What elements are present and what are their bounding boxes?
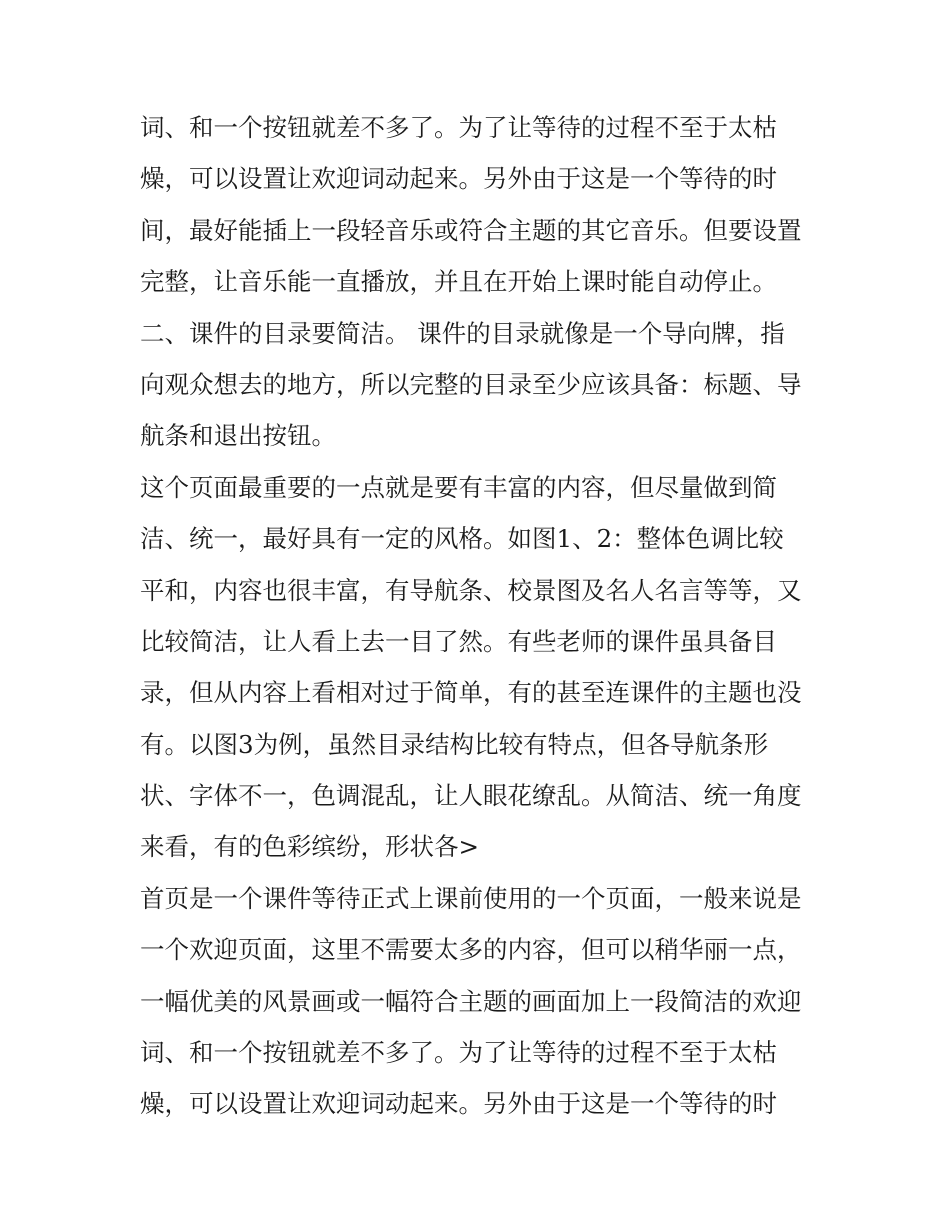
text-line: 完整，让音乐能一直播放，并且在开始上课时能自动停止。: [140, 267, 777, 297]
text-line: 比较简洁，让人看上去一目了然。有些老师的课件虽具备目: [140, 626, 777, 656]
text-line: 燥，可以设置让欢迎词动起来。另外由于这是一个等待的时: [140, 1089, 777, 1119]
text-line: 二、课件的目录要简洁。 课件的目录就像是一个导向牌，指: [140, 318, 785, 348]
document-body: [140, 102, 820, 1130]
text-line: 平和，内容也很丰富，有导航条、校景图及名人名言等等，又: [140, 575, 802, 605]
text-line: 燥，可以设置让欢迎词动起来。另外由于这是一个等待的时: [140, 164, 777, 194]
text-line: 洁、统一，最好具有一定的风格。如图1、2：整体色调比较: [140, 524, 784, 554]
text-line: 向观众想去的地方，所以完整的目录至少应该具备：标题、导: [140, 369, 802, 399]
text-line: 状、字体不一，色调混乱，让人眼花缭乱。从简洁、统一角度: [140, 781, 802, 811]
text-line: 来看，有的色彩缤纷，形状各>: [140, 832, 480, 862]
text-line: 一个欢迎页面，这里不需要太多的内容，但可以稍华丽一点，: [140, 935, 802, 965]
text-line: 有。以图3为例，虽然目录结构比较有特点，但各导航条形: [140, 729, 769, 759]
text-line: 首页是一个课件等待正式上课前使用的一个页面，一般来说是: [140, 883, 802, 913]
text-line: 这个页面最重要的一点就是要有丰富的内容，但尽量做到简: [140, 472, 777, 502]
text-line: 航条和退出按钮。: [140, 421, 336, 451]
text-line: 词、和一个按钮就差不多了。为了让等待的过程不至于太枯: [140, 1038, 777, 1068]
text-line: 录，但从内容上看相对过于简单，有的甚至连课件的主题也没: [140, 678, 802, 708]
text-line: 词、和一个按钮就差不多了。为了让等待的过程不至于太枯: [140, 113, 777, 142]
text-line: 间，最好能插上一段轻音乐或符合主题的其它音乐。但要设置: [140, 215, 802, 245]
text-line: 一幅优美的风景画或一幅符合主题的画面加上一段简洁的欢迎: [140, 986, 802, 1016]
